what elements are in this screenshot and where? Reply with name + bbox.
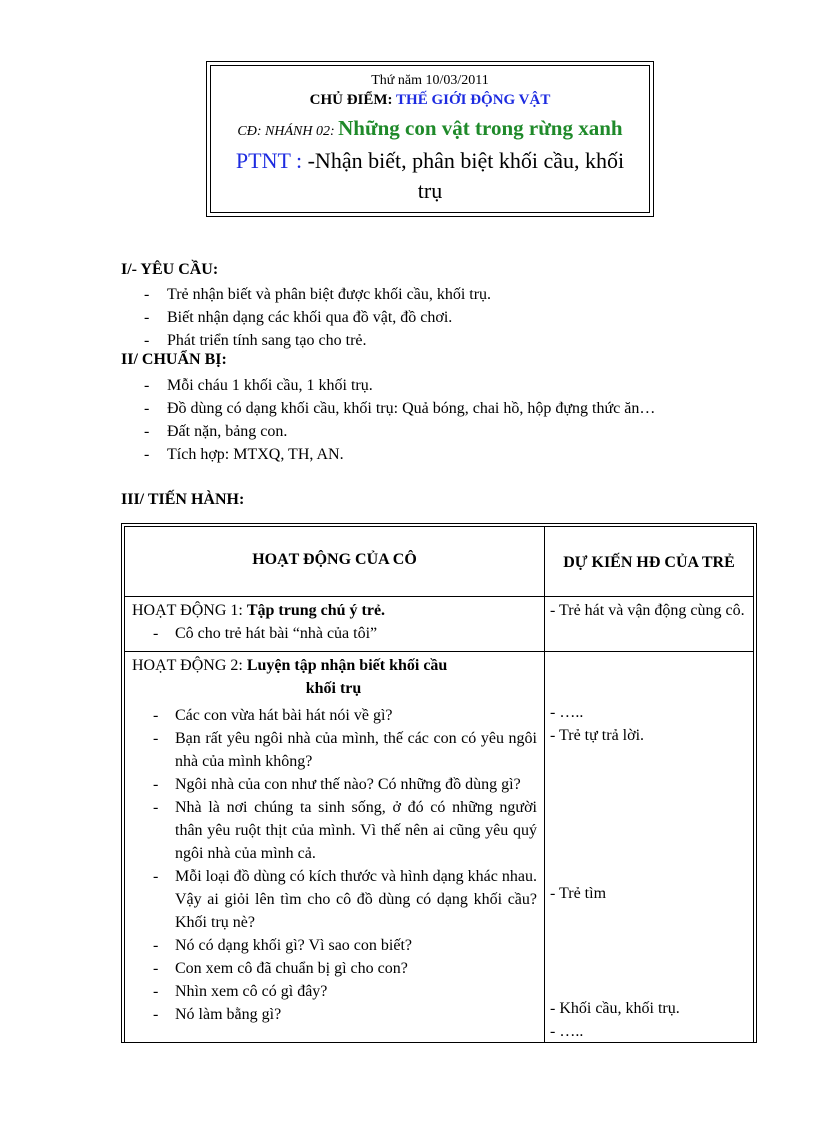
list-item: - Tích hợp: MTXQ, TH, AN. xyxy=(144,443,699,466)
table-row: - Nhà là nơi chúng ta sinh sống, ở đó có những người thân yêu ruột thịt của mình. Vì thế nên ai cũng yêu quý ngôi nhà của mình cả. xyxy=(153,796,537,865)
ptnt-line xyxy=(223,146,637,206)
list-item: - Trẻ nhận biết và phân biệt được khối cầu, khối trụ. xyxy=(144,283,699,306)
activity-2-title xyxy=(132,654,535,700)
lesson-header-box xyxy=(206,61,654,217)
activity-2-name: Luyện tập nhận biết khối cầu xyxy=(246,657,448,674)
teacher-activity-header: HOẠT ĐỘNG CỦA CÔ xyxy=(252,551,417,568)
section-preparation-title: II/ CHUẨN BỊ: xyxy=(121,351,227,368)
table-row: - Nó làm bằng gì? xyxy=(153,1003,537,1026)
requirements-list xyxy=(144,283,699,352)
activities-table xyxy=(121,523,757,1043)
topic-label: CHỦ ĐIỂM: xyxy=(309,92,397,108)
table-row: - Nó có dạng khối gì? Vì sao con biết? xyxy=(153,934,537,957)
child-activity-header: DỰ KIẾN HĐ CỦA TRẺ xyxy=(563,554,735,571)
branch-line xyxy=(211,116,649,141)
table-row: - Các con vừa hát bài hát nói về gì? xyxy=(153,704,537,727)
branch-label: CĐ: NHÁNH 02: xyxy=(237,124,339,139)
row-divider xyxy=(125,596,753,597)
activity-2-name-cont: khối trụ xyxy=(305,680,362,697)
activity-1-list xyxy=(153,622,537,645)
activity-2-list xyxy=(153,704,537,1026)
activity-1-prefix: HOẠT ĐỘNG 1: xyxy=(132,602,247,619)
topic-line xyxy=(211,92,649,109)
column-divider xyxy=(544,527,545,1042)
table-row: - Bạn rất yêu ngôi nhà của mình, thế các con có yêu ngôi nhà của mình không? xyxy=(153,727,537,773)
ptnt-label: PTNT : xyxy=(235,148,308,173)
lesson-date: Thứ năm 10/03/2011 xyxy=(371,73,489,88)
activity-2-response: - ….. xyxy=(550,704,584,721)
topic-value: THẾ GIỚI ĐỘNG VẬT xyxy=(396,92,551,108)
preparation-list xyxy=(144,374,699,466)
table-row: - Mỗi loại đồ dùng có kích thước và hình dạng khác nhau. Vậy ai giỏi lên tìm cho cô đồ dùng có dạng khối cầu? Khối trụ nè? xyxy=(153,865,537,934)
list-item: - Mỗi cháu 1 khối cầu, 1 khối trụ. xyxy=(144,374,699,397)
section-procedure-title: III/ TIẾN HÀNH: xyxy=(121,491,245,508)
table-row: - Cô cho trẻ hát bài “nhà của tôi” xyxy=(153,622,537,645)
activity-2-response: - Trẻ tìm xyxy=(550,885,607,902)
table-row: - Ngôi nhà của con như thế nào? Có những đồ dùng gì? xyxy=(153,773,537,796)
activity-1-name: Tập trung chú ý trẻ. xyxy=(246,602,386,619)
activity-2-response: - Khối cầu, khối trụ. xyxy=(550,1000,680,1017)
activity-2-prefix: HOẠT ĐỘNG 2: xyxy=(132,657,247,674)
section-requirements-title: I/- YÊU CẦU: xyxy=(121,261,219,278)
activity-1-response: - Trẻ hát và vận động cùng cô. xyxy=(550,602,745,619)
branch-value: Những con vật trong rừng xanh xyxy=(338,116,623,140)
list-item: - Đồ dùng có dạng khối cầu, khối trụ: Quả bóng, chai hồ, hộp đựng thức ăn… xyxy=(144,397,699,420)
table-row: - Con xem cô đã chuẩn bị gì cho con? xyxy=(153,957,537,980)
activity-1-title xyxy=(132,599,535,622)
activity-2-response: - Trẻ tự trả lời. xyxy=(550,727,645,744)
ptnt-value: -Nhận biết, phân biệt khối cầu, khối trụ xyxy=(307,148,625,203)
lesson-header-inner xyxy=(210,65,650,213)
list-item: - Phát triển tính sang tạo cho trẻ. xyxy=(144,329,699,352)
table-row: - Nhìn xem cô có gì đây? xyxy=(153,980,537,1003)
activities-table-inner xyxy=(124,526,754,1042)
list-item: - Biết nhận dạng các khối qua đồ vật, đồ chơi. xyxy=(144,306,699,329)
activity-2-response: - ….. xyxy=(550,1023,584,1040)
row-divider xyxy=(125,651,753,652)
list-item: - Đất nặn, bảng con. xyxy=(144,420,699,443)
